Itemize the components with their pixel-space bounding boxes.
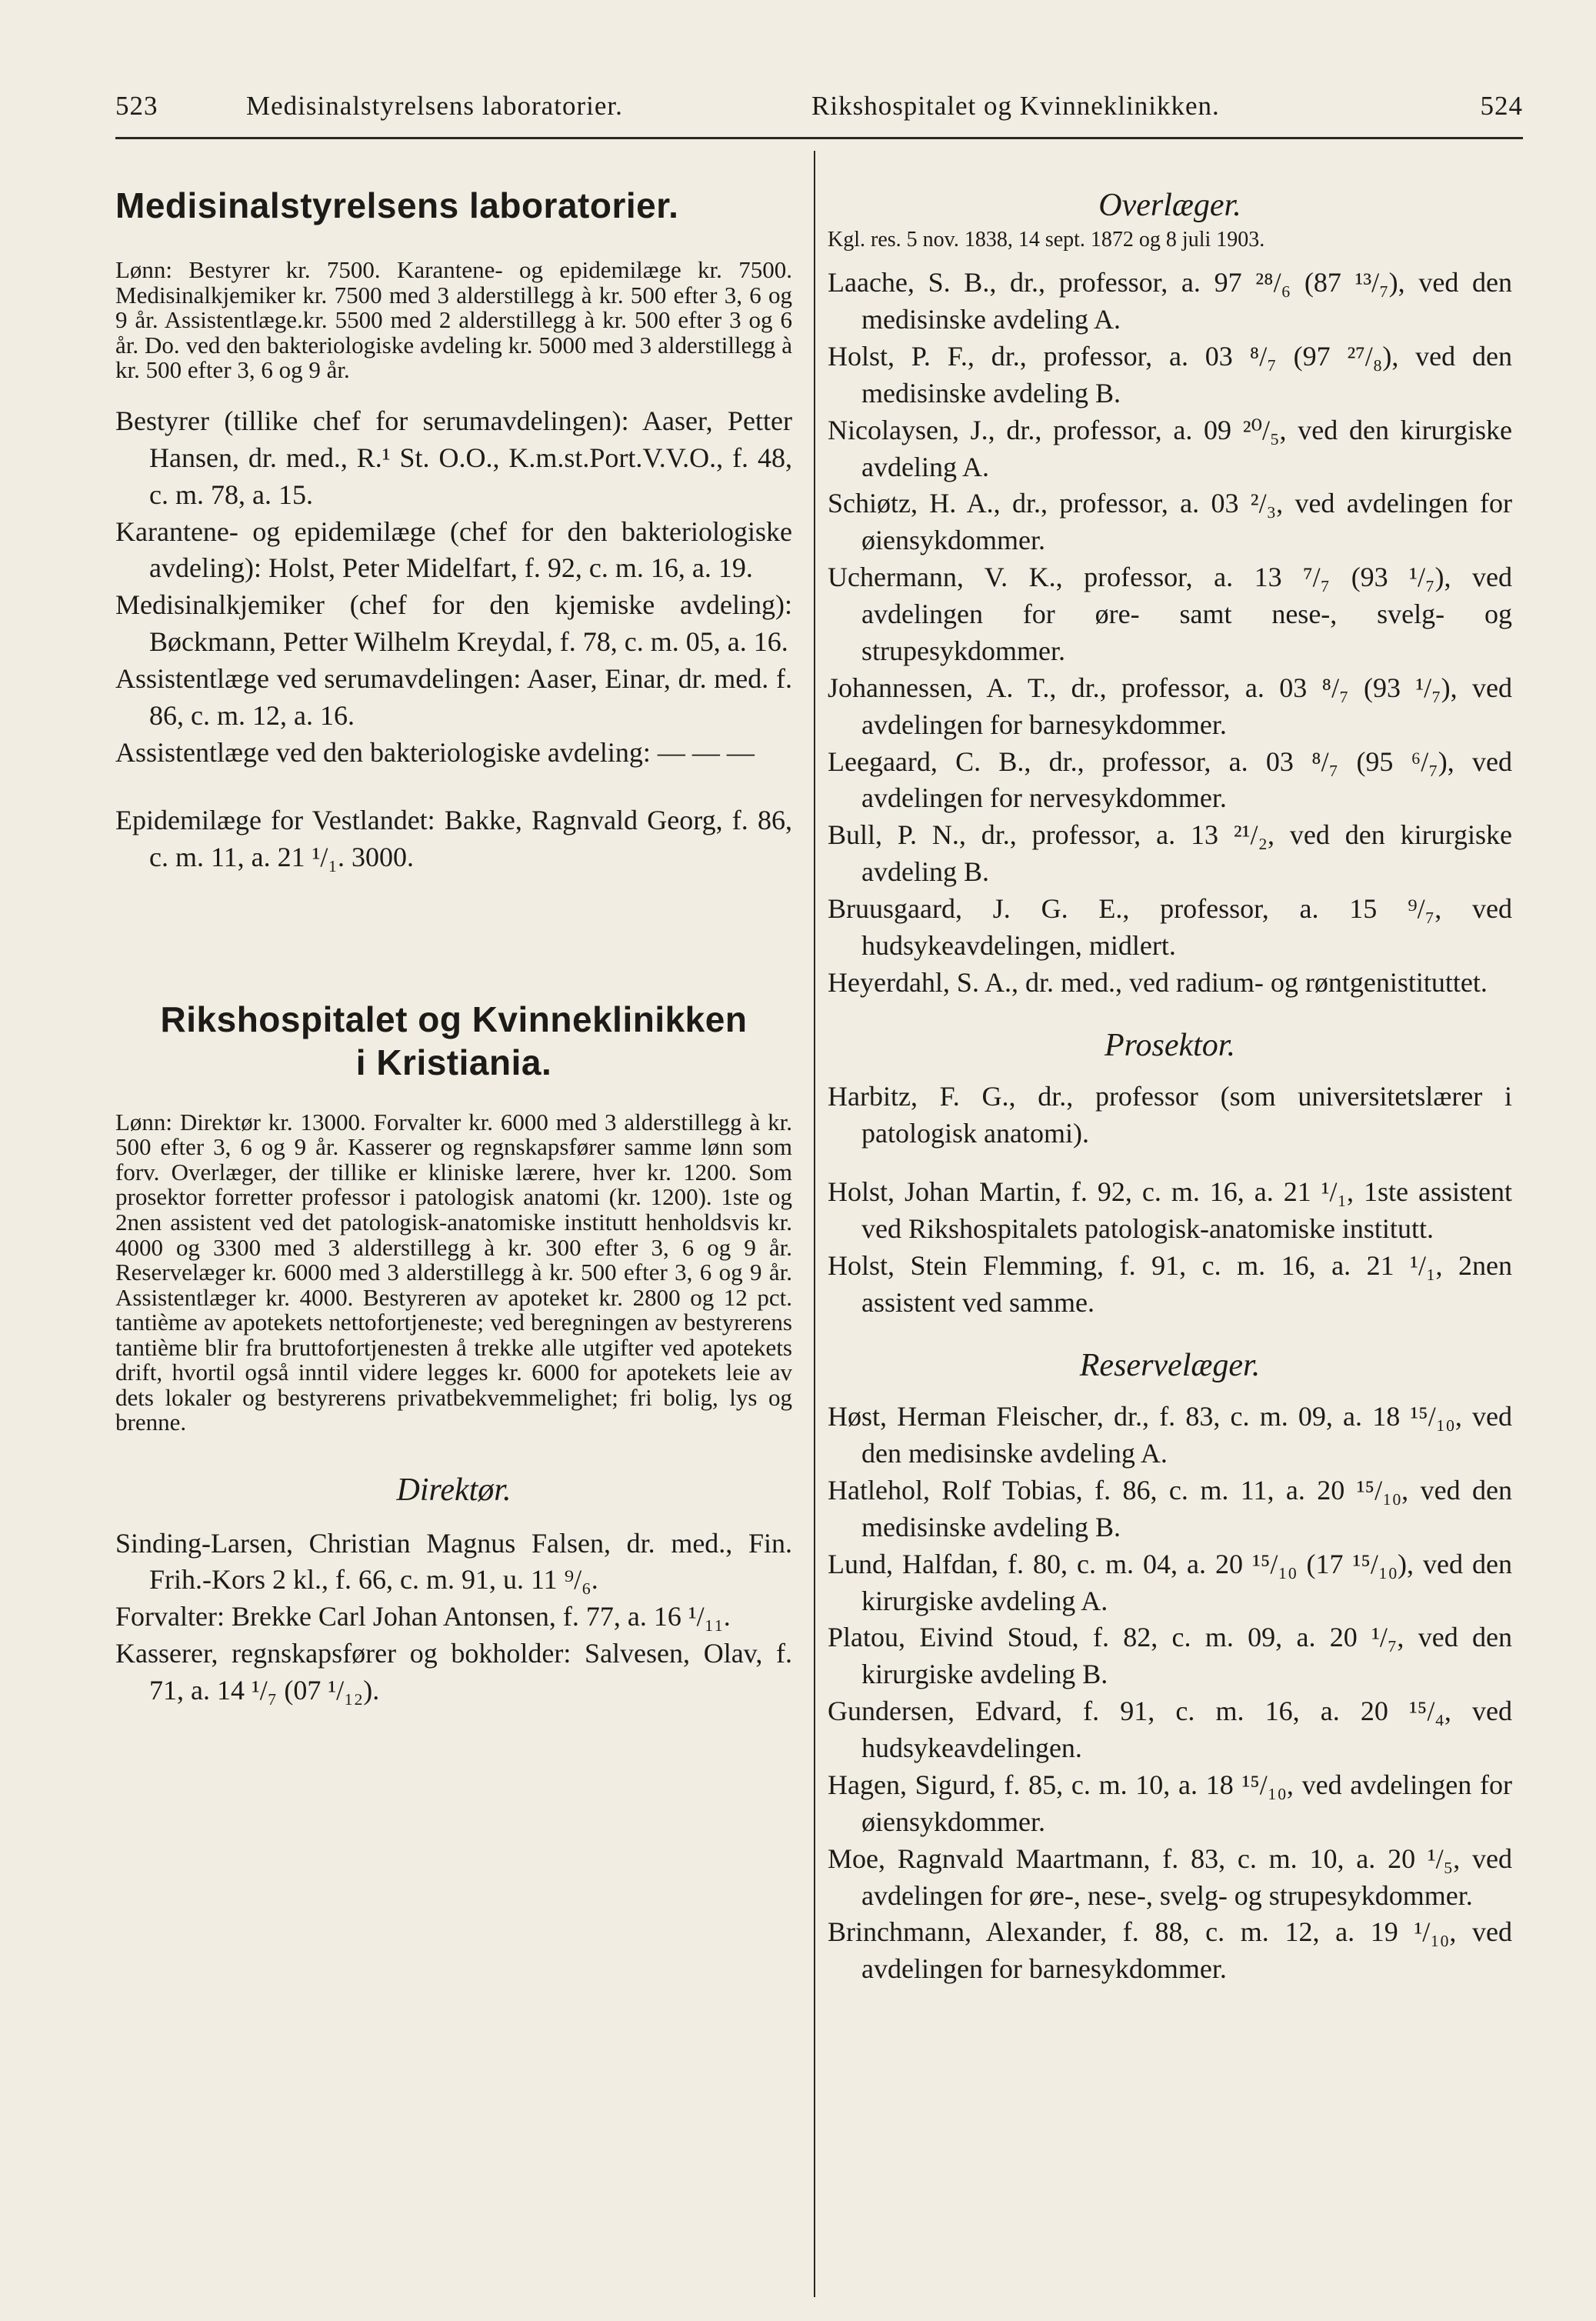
lab-vestland: Epidemilæge for Vestlandet: Bakke, Ragnvald Georg, f. 86, c. m. 11, a. 21 ¹/₁. 3000. — [115, 804, 792, 872]
prosektor-heading: Prosektor. — [1105, 1027, 1235, 1063]
reserve-heading: Reservelæger. — [1079, 1347, 1261, 1383]
overlaege-entry: Bull, P. N., dr., professor, a. 13 ²¹/₂, ved den kirurgiske avdeling B. — [828, 819, 1512, 888]
reserve-entry: Gundersen, Edvard, f. 91, c. m. 16, a. 20 ¹⁵/₄, ved hudsykeavdelingen. — [828, 1696, 1512, 1763]
lab-entry-bakteriologisk: Assistentlæge ved den bakteriologiske avdeling: — — — — [115, 736, 755, 768]
reserve-entry: Brinchmann, Alexander, f. 88, c. m. 12, a. 19 ¹/₁₀, ved avdelingen for barnesykdommer. — [828, 1916, 1512, 1985]
page-number-right: 524 — [1480, 91, 1523, 121]
running-title-right: Rikshospitalet og Kvinneklinikken. — [811, 91, 1220, 121]
right-column — [828, 185, 1512, 1988]
overlaege-entry: Heyerdahl, S. A., dr. med., ved radium- og røntgenistituttet. — [828, 966, 1488, 998]
overlaege-entry: Nicolaysen, J., dr., professor, a. 09 ²⁰/₅, ved den kirurgiske avdeling A. — [828, 414, 1512, 482]
riks-title-line2: i Kristiania. — [355, 1042, 552, 1082]
column-divider — [814, 151, 815, 2297]
lab-entry-karantene: Karantene- og epidemilæge (chef for den bakteriologiske avdeling): Holst, Peter Midelfart, f. 92, c. m. 16, a. 19. — [115, 515, 792, 584]
overlaeger-heading: Overlæger. — [1098, 188, 1241, 223]
lab-title: Medisinalstyrelsens laboratorier. — [115, 185, 679, 225]
overlaege-entry: Holst, P. F., dr., professor, a. 03 ⁸/₇ (97 ²⁷/₈), ved den medisinske avdeling B. — [828, 340, 1512, 409]
overlaege-entry: Johannessen, A. T., dr., professor, a. 03 ⁸/₇ (93 ¹/₇), ved avdelingen for barnesykdommer. — [828, 672, 1512, 740]
lab-entries — [115, 403, 792, 772]
assistent-entry: Holst, Stein Flemming, f. 91, c. m. 16, a. 21 ¹/₁, 2nen assistent ved samme. — [828, 1249, 1512, 1318]
lab-entry-serum: Assistentlæge ved serumavdelingen: Aaser, Einar, dr. med. f. 86, c. m. 12, a. 16. — [115, 663, 792, 731]
riks-salary: Lønn: Direktør kr. 13000. Forvalter kr. 6000 med 3 alderstillegg à kr. 500 efter 3, 6 og 9 år. Kasserer og regnskapsfører samme lønn som forv. Overlæger, der tillike er kliniske lærere, hver kr. 1200. Som prosektor forretter professor i patologisk anatomi (kr. 1200). 1ste og 2nen assistent ved det patologisk-anatomiske institutt henholdsvis kr. 4000 og 3300 med 3 alderstillegg à kr. 300 efter 3, 6 og 9 år. Reservelæger kr. 6000 med 3 alderstillegg à kr. 500 efter 3, 6 og 9 år. Assistentlæger kr. 4000. Bestyreren av apoteket kr. 2800 og 12 pct. tantième av apotekets nettofortjeneste; ved beregningen av bestyrerens tantième blir fra bruttofortjenesten å trekke alle utgifter ved apotekets drift, hvortil også inntil videre legges kr. 6000 for apotekets leie av dets lokaler og bestyrerens privatbekvemmelighet; fri bolig, lys og brenne. — [115, 1108, 792, 1436]
overlaeger-entries — [828, 265, 1512, 1002]
overlaege-entry: Schiøtz, H. A., dr., professor, a. 03 ²/₃, ved avdelingen for øiensykdommer. — [828, 488, 1512, 556]
reserve-entry: Platou, Eivind Stoud, f. 82, c. m. 09, a. 20 ¹/₇, ved den kirurgiske avdeling B. — [828, 1622, 1512, 1690]
left-column — [115, 185, 792, 1709]
direktor-entries — [115, 1526, 792, 1709]
lab-entry-kjemiker: Medisinalkjemiker (chef for den kjemiske avdeling): Bøckmann, Petter Wilhelm Kreydal, f. 78, c. m. 05, a. 16. — [115, 589, 792, 658]
direktor-heading: Direktør. — [396, 1472, 511, 1508]
reserve-entry: Høst, Herman Fleischer, dr., f. 83, c. m. 09, a. 18 ¹⁵/₁₀, ved den medisinske avdeling A. — [828, 1401, 1512, 1469]
page-number-left: 523 — [115, 91, 158, 121]
lab-salary: Lønn: Bestyrer kr. 7500. Karantene- og epidemilæge kr. 7500. Medisinalkjemiker kr. 7500 med 3 alderstillegg à kr. 500 efter 3, 6 og 9 år. Assistentlæge.kr. 5500 med 2 alderstillegg à kr. 500 efter 3 og 6 år. Do. ved den bakteriologiske avdeling kr. 5000 med 3 alderstillegg à kr. 500 efter 3, 6 og 9 år. — [115, 256, 792, 384]
assistent-entry: Holst, Johan Martin, f. 92, c. m. 16, a. 21 ¹/₁, 1ste assistent ved Rikshospitalets patologisk-anatomiske institutt. — [828, 1176, 1512, 1244]
header-rule — [115, 137, 1523, 139]
overlaege-entry: Laache, S. B., dr., professor, a. 97 ²⁸/₆ (87 ¹³/₇), ved den medisinske avdeling A. — [828, 267, 1512, 335]
direktor-entry: Sinding-Larsen, Christian Magnus Falsen, dr. med., Fin. Frih.-Kors 2 kl., f. 66, c. m. 91, u. 11 ⁹/₆. — [115, 1527, 792, 1596]
prosektor-entries — [828, 1079, 1512, 1321]
forvalter-entry: Forvalter: Brekke Carl Johan Antonsen, f. 77, a. 16 ¹/₁₁. — [115, 1601, 731, 1632]
reserve-entry: Lund, Halfdan, f. 80, c. m. 04, a. 20 ¹⁵/₁₀ (17 ¹⁵/₁₀), ved den kirurgiske avdeling A. — [828, 1548, 1512, 1616]
overlaeger-sub: Kgl. res. 5 nov. 1838, 14 sept. 1872 og 8 juli 1903. — [828, 227, 1265, 252]
running-header — [115, 91, 1523, 132]
riks-title-line1: Rikshospitalet og Kvinneklinikken — [160, 999, 748, 1040]
overlaege-entry: Uchermann, V. K., professor, a. 13 ⁷/₇ (93 ¹/₇), ved avdelingen for øre- samt nese-, svelg- og strupesykdommer. — [828, 562, 1512, 666]
lab-entry-bestyrer: Bestyrer (tillike chef for serumavdelingen): Aaser, Petter Hansen, dr. med., R.¹ St. O.O., K.m.st.Port.V.V.O., f. 48, c. m. 78, a. 15. — [115, 405, 792, 510]
prosektor-entry: Harbitz, F. G., dr., professor (som universitetslærer i patologisk anatomi). — [828, 1081, 1512, 1149]
overlaege-entry: Leegaard, C. B., dr., professor, a. 03 ⁸/₇ (95 ⁶/₇), ved avdelingen for nervesykdommer. — [828, 745, 1512, 814]
riks-title — [115, 999, 792, 1083]
reserve-entry: Moe, Ragnvald Maartmann, f. 83, c. m. 10, a. 20 ¹/₅, ved avdelingen for øre-, nese-, svelg- og strupesykdommer. — [828, 1842, 1512, 1911]
overlaege-entry: Bruusgaard, J. G. E., professor, a. 15 ⁹/₇, ved hudsykeavdelingen, midlert. — [828, 893, 1512, 961]
kasserer-entry: Kasserer, regnskapsfører og bokholder: Salvesen, Olav, f. 71, a. 14 ¹/₇ (07 ¹/₁₂). — [115, 1638, 792, 1706]
running-title-left: Medisinalstyrelsens laboratorier. — [246, 91, 623, 121]
reserve-entries — [828, 1399, 1512, 1988]
reserve-entry: Hatlehol, Rolf Tobias, f. 86, c. m. 11, a. 20 ¹⁵/₁₀, ved den medisinske avdeling B. — [828, 1474, 1512, 1542]
reserve-entry: Hagen, Sigurd, f. 85, c. m. 10, a. 18 ¹⁵/₁₀, ved avdelingen for øiensykdommer. — [828, 1769, 1512, 1837]
